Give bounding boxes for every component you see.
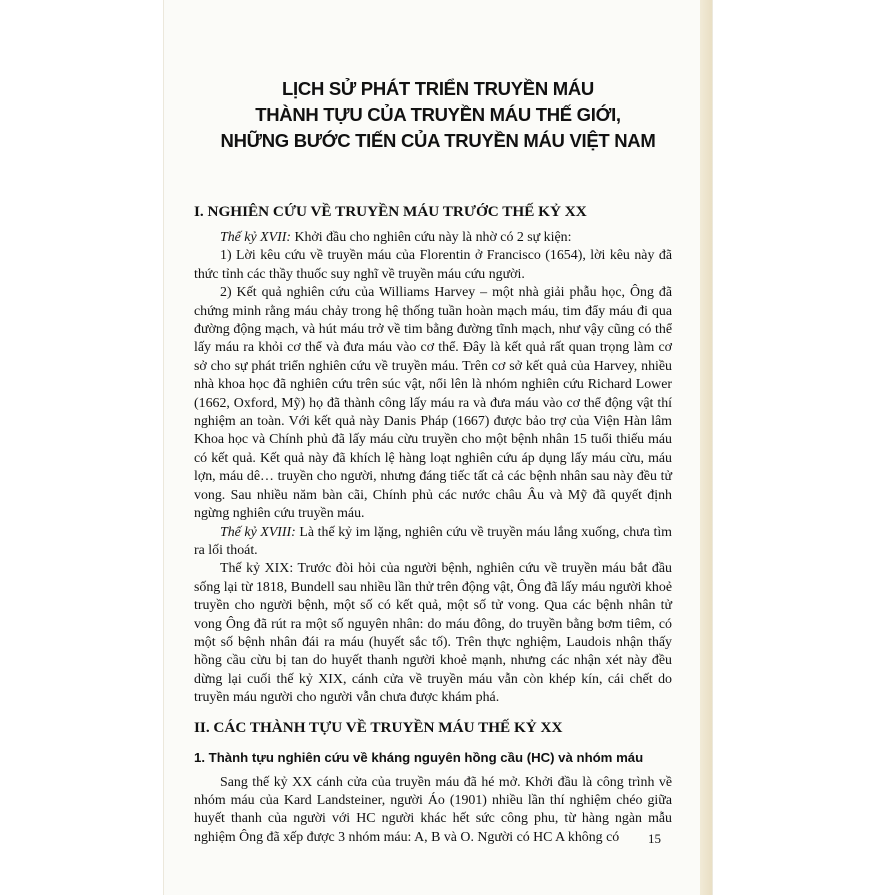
title-line-3: NHỮNG BƯỚC TIẾN CỦA TRUYỀN MÁU VIỆT NAM: [220, 130, 656, 151]
subsection-1-heading: 1. Thành tựu nghiên cứu về kháng nguyên hồng cầu (HC) và nhóm máu: [194, 749, 644, 765]
paragraph-18th-century: Thế kỷ XVIII: Là thế kỷ im lặng, nghiên cứu về truyền máu lắng xuống, chưa tìm ra lối thoát.: [194, 524, 672, 558]
paragraph-landsteiner: Sang thế kỷ XX cánh cửa của truyền máu đã hé mở. Khởi đầu là công trình về nhóm máu của Kard Landsteiner, người Áo (1901) nhiều lần thí nghiệm chéo giữa huyết thanh của người với HC người khác hết sức công phu, từ hàng ngàn mẫu nghiệm Ông đã xếp được 3 nhóm máu: A, B và O. Người có HC A không có: [194, 774, 672, 845]
page-content: [194, 202, 672, 847]
section-2-heading: II. CÁC THÀNH TỰU VỀ TRUYỀN MÁU THẾ KỶ XX: [194, 718, 563, 736]
page-number: 15: [648, 831, 661, 846]
title-line-1: LỊCH SỬ PHÁT TRIỂN TRUYỀN MÁU: [282, 78, 594, 99]
title-line-2: THÀNH TỰU CỦA TRUYỀN MÁU THẾ GIỚI,: [255, 104, 621, 125]
paragraph-harvey: 2) Kết quả nghiên cứu của Williams Harvey – một nhà giải phẫu học, Ông đã chứng minh rằng máu chảy trong hệ thống tuần hoàn mạch máu, tim đẩy máu đi qua đường động mạch, và hút máu trở về tim bằng đường tĩnh mạch, như vậy cũng có thể lấy máu ra khỏi cơ thể và đưa máu vào cơ thể. Đây là kết quả rất quan trọng làm cơ sở cho sự phát triển nghiên cứu về truyền máu. Trên cơ sở kết quả của Harvey, nhiều nhà khoa học đã nghiên cứu trên súc vật, nổi lên là nhóm nghiên cứu Richard Lower (1662, Oxford, Mỹ) họ đã thành công lấy máu ra và đưa máu vào cơ thể động vật thí nghiệm an toàn. Với kết quả này Danis Pháp (1667) được bảo trợ của Viện Hàn lâm Khoa học và Chính phủ đã lấy máu cừu truyền cho một bệnh nhân 15 tuổi thiếu máu có kết quả. Kết quả này đã khích lệ hàng loạt nghiên cứu áp dụng lấy máu cừu, máu lợn, máu dê… truyền cho người, nhưng đáng tiếc tất cả các bệnh nhân sau này đều tử vong. Sau nhiều năm bàn cãi, Chính phủ các nước châu Âu và Mỹ đã quyết định ngừng nghiên cứu truyền máu.: [194, 285, 672, 522]
section-1-heading: I. NGHIÊN CỨU VỀ TRUYỀN MÁU TRƯỚC THẾ KỶ XX: [194, 203, 587, 220]
chapter-title: [176, 76, 700, 154]
century-label-17: Thế kỷ XVII:: [220, 230, 291, 245]
century-label-18: Thế kỷ XVIII:: [220, 524, 296, 540]
paragraph-florentin: 1) Lời kêu cứu về truyền máu của Florentin ở Francisco (1654), lời kêu này đã thức tỉnh các thầy thuốc suy nghĩ về truyền máu cứu người.: [194, 248, 672, 282]
page-edge: [700, 0, 712, 895]
paragraph-17th-century: Thế kỷ XVII: Khởi đầu cho nghiên cứu này là nhờ có 2 sự kiện:: [220, 230, 572, 245]
paragraph-19th-century: Thế kỷ XIX: Trước đòi hỏi của người bệnh, nghiên cứu về truyền máu bắt đầu sống lại từ 1818, Bundell sau nhiều lần thử trên động vật, Ông đã lấy máu người khoẻ truyền cho người bệnh, một số có kết quả, một số tử vong. Qua các bệnh nhân tử vong Ông đã rút ra một số nguyên nhân: do máu đông, do truyền bằng bơm tiêm, có một số bệnh nhân đái ra máu (huyết sắc tố). Trên thực nghiệm, Laudois nhận thấy hồng cầu cừu bị tan do huyết thanh người khoẻ mạnh, nhưng các nhận xét này đều dừng lại cuối thế kỷ XIX, cánh cửa về truyền máu vẫn còn khép kín, cái chết do truyền máu người cho người vẫn chưa được khám phá.: [194, 561, 672, 706]
